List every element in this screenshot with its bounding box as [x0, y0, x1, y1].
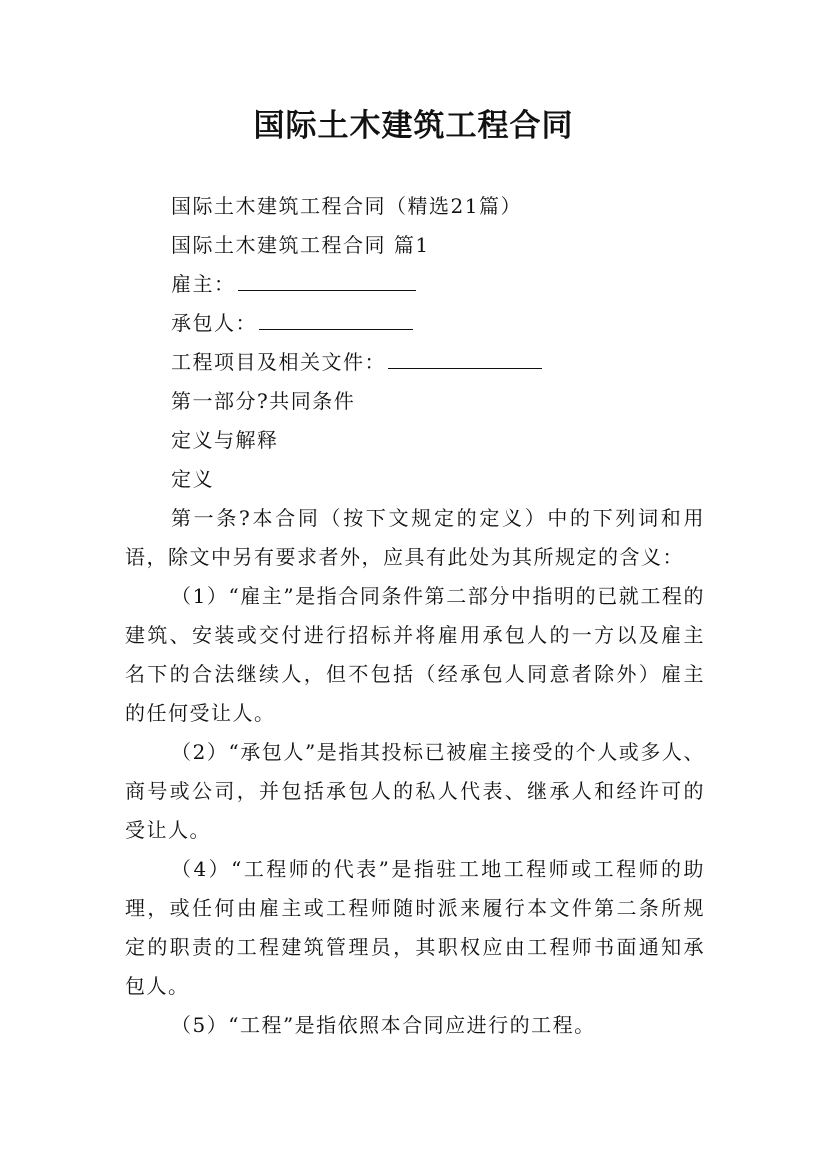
- project-blank: [388, 346, 542, 369]
- paragraph-engineer-representative-definition: （4）“工程师的代表”是指驻工地工程师或工程师的助理，或任何由雇主或工程师随时派来履行本文件第二条所规定的职责的工程建筑管理员，其职权应由工程师书面通知承包人。: [125, 857, 705, 998]
- paragraph-works-definition: （5）“工程”是指依照本合同应进行的工程。: [171, 1013, 596, 1037]
- definitions-heading: 定义与解释: [171, 428, 279, 452]
- subtitle-line: 国际土木建筑工程合同（精选21篇）: [171, 194, 522, 218]
- contractor-label: 承包人：: [171, 311, 257, 335]
- document-title: 国际土木建筑工程合同: [253, 108, 574, 144]
- part-one-heading: 第一部分?共同条件: [171, 389, 356, 413]
- contractor-blank: [259, 307, 413, 330]
- project-line: [125, 343, 705, 382]
- employer-label: 雇主：: [171, 272, 236, 296]
- paragraph-employer-definition: （1）“雇主”是指合同条件第二部分中指明的已就工程的建筑、安装或交付进行招标并将雇用承包人的一方以及雇主名下的合法继续人，但不包括（经承包人同意者除外）雇主的任何受让人。: [125, 584, 705, 725]
- employer-blank: [238, 268, 416, 291]
- contractor-line: [125, 304, 705, 343]
- paragraph-article-1: 第一条?本合同（按下文规定的定义）中的下列词和用语，除文中另有要求者外，应具有此处为其所规定的含义：: [125, 506, 705, 569]
- employer-line: [125, 265, 705, 304]
- project-label: 工程项目及相关文件：: [171, 350, 386, 374]
- paragraph-contractor-definition: （2）“承包人”是指其投标已被雇主接受的个人或多人、商号或公司，并包括承包人的私人代表、继承人和经许可的受让人。: [125, 740, 705, 842]
- document-body: [125, 187, 705, 1045]
- chapter-line: 国际土木建筑工程合同 篇1: [171, 233, 430, 257]
- definition-heading: 定义: [171, 467, 214, 491]
